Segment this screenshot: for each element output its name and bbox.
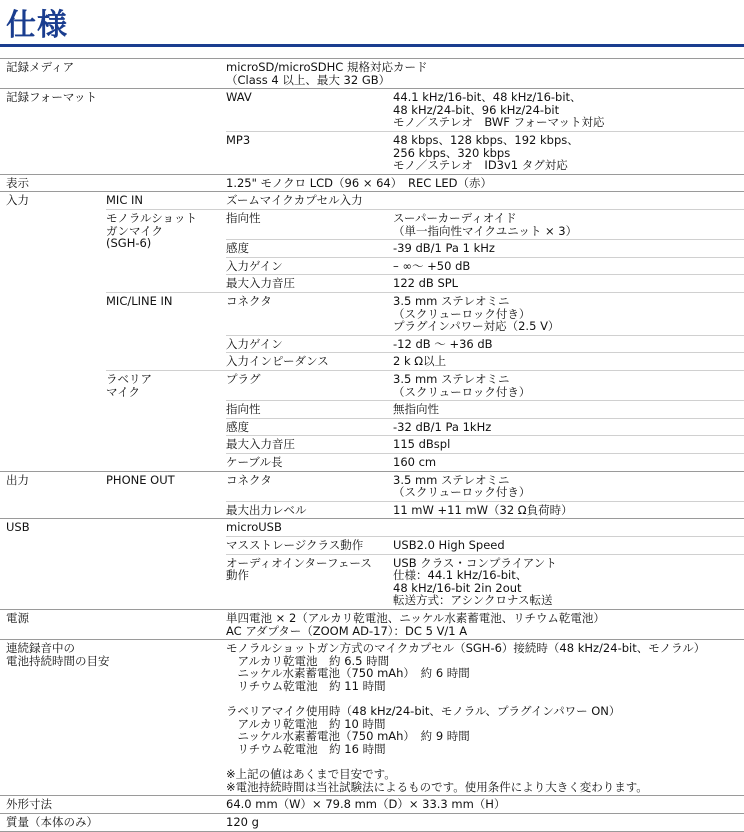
sub-divider — [226, 274, 744, 275]
spec-label: 外形寸法 — [6, 797, 52, 812]
spec-value: （スクリューロック付き） — [393, 306, 531, 321]
sub-divider — [226, 554, 744, 555]
spec-value: スーパーカーディオイド — [393, 211, 517, 225]
row-divider — [0, 813, 744, 814]
spec-label: 質量（本体のみ） — [6, 815, 98, 829]
sub-divider — [226, 131, 744, 132]
spec-value: モノ／ステレオ BWF フォーマット対応 — [393, 115, 605, 130]
spec-value: 115 dBspl — [393, 437, 451, 452]
row-divider — [0, 831, 744, 832]
spec-label: 連続録音中の — [6, 641, 75, 656]
sub-divider — [226, 536, 744, 537]
sub-divider — [226, 335, 744, 336]
spec-label: 記録フォーマット — [6, 90, 97, 105]
item-key: 最大出力レベル — [226, 502, 307, 517]
sub-label: (SGH-6) — [106, 236, 152, 251]
row-divider — [0, 795, 744, 796]
spec-value: （単一指向性マイクユニット × 3） — [393, 223, 578, 238]
row-divider — [0, 609, 744, 610]
sub-divider — [226, 257, 744, 258]
item-key: マスストレージクラス動作 — [226, 538, 364, 552]
row-divider — [0, 518, 744, 519]
sub-label: WAV — [226, 90, 252, 105]
spec-value: アルカリ乾電池 約 6.5 時間 — [226, 653, 390, 668]
item-key: 感度 — [226, 419, 249, 434]
sub-divider — [106, 370, 744, 371]
item-key: 最大入力音圧 — [226, 276, 295, 291]
item-key: ケーブル長 — [226, 455, 283, 469]
spec-value: 48 kbps、128 kbps、192 kbps、 — [393, 133, 579, 147]
spec-value: USB2.0 High Speed — [393, 538, 505, 552]
spec-value: USB クラス・コンプライアント — [393, 555, 557, 570]
sub-label: PHONE OUT — [106, 472, 175, 487]
item-key: 入力ゲイン — [226, 336, 283, 351]
sub-divider — [226, 400, 744, 401]
item-key: コネクタ — [226, 294, 272, 308]
spec-value: モノラルショットガン方式のマイクカプセル（SGH-6）接続時（48 kHz/24-bit、モノラル） — [226, 641, 706, 656]
item-key: コネクタ — [226, 472, 272, 487]
spec-value: アルカリ乾電池 約 10 時間 — [226, 716, 386, 731]
item-key: 最大入力音圧 — [226, 437, 295, 452]
item-key: 感度 — [226, 241, 249, 256]
item-key: 指向性 — [226, 402, 261, 417]
page-title: 仕様 — [6, 8, 68, 43]
spec-value: 無指向性 — [393, 402, 439, 417]
item-key: 入力ゲイン — [226, 258, 283, 273]
item-key: プラグ — [226, 372, 261, 386]
item-key: オーディオインターフェース — [226, 555, 372, 570]
sub-label: モノラルショット — [106, 211, 198, 225]
sub-label: ラベリア — [106, 372, 152, 386]
row-divider — [0, 191, 744, 192]
spec-value: 122 dB SPL — [393, 276, 459, 291]
item-key: 動作 — [226, 568, 249, 583]
spec-value: 160 cm — [393, 455, 437, 469]
sub-divider — [106, 209, 744, 210]
sub-divider — [106, 292, 744, 293]
spec-value: 48 kHz/24-bit、96 kHz/24-bit — [393, 102, 560, 117]
sub-divider — [226, 453, 744, 454]
sub-label: ガンマイク — [106, 223, 164, 238]
spec-label: USB — [6, 520, 30, 535]
spec-value: 3.5 mm ステレオミニ — [393, 372, 510, 386]
spec-value: 64.0 mm（W）× 79.8 mm（D）× 33.3 mm（H） — [226, 797, 506, 812]
spec-label: 表示 — [6, 175, 29, 190]
spec-value: 44.1 kHz/16-bit、48 kHz/16-bit、 — [393, 90, 582, 105]
spec-value: 1.25" モノクロ LCD（96 × 64） REC LED（赤） — [226, 175, 492, 190]
sub-label: マイク — [106, 384, 141, 399]
spec-value: （スクリューロック付き） — [393, 485, 531, 500]
spec-value: – ∞〜 +50 dB — [393, 258, 471, 273]
spec-label: 入力 — [6, 193, 29, 208]
sub-label: MIC IN — [106, 193, 143, 208]
spec-value: ※電池持続時間は当社試験法によるものです。使用条件により大きく変わります。 — [226, 779, 648, 794]
sub-label: MP3 — [226, 133, 251, 147]
spec-value: リチウム乾電池 約 16 時間 — [226, 742, 386, 756]
spec-label: 電池持続時間の目安 — [6, 653, 110, 668]
spec-value: 3.5 mm ステレオミニ — [393, 294, 510, 308]
spec-value: -39 dB/1 Pa 1 kHz — [393, 241, 495, 256]
spec-value: 仕様：44.1 kHz/16-bit、 — [393, 568, 528, 583]
row-divider — [0, 471, 744, 472]
spec-value: モノ／ステレオ ID3v1 タグ対応 — [393, 158, 568, 173]
row-divider — [0, 174, 744, 175]
sub-divider — [226, 435, 744, 436]
spec-value: microSD/microSDHC 規格対応カード — [226, 60, 428, 74]
item-key: 指向性 — [226, 211, 261, 225]
sub-divider — [226, 239, 744, 240]
spec-value: ラベリアマイク使用時（48 kHz/24-bit、モノラル、プラグインパワー ON） — [226, 704, 621, 719]
spec-value: -32 dB/1 Pa 1kHz — [393, 419, 492, 434]
spec-value: プラグインパワー対応（2.5 V） — [393, 319, 560, 334]
spec-value: ニッケル水素蓄電池（750 mAh） 約 9 時間 — [226, 729, 470, 744]
spec-value: AC アダプター（ZOOM AD-17）：DC 5 V/1 A — [226, 623, 468, 638]
spec-value: （Class 4 以上、最大 32 GB） — [226, 72, 391, 87]
sub-label: MIC/LINE IN — [106, 294, 173, 308]
sub-divider — [226, 501, 744, 502]
spec-value: ニッケル水素蓄電池（750 mAh） 約 6 時間 — [226, 666, 470, 681]
spec-label: 電源 — [6, 611, 29, 625]
spec-value: 48 kHz/16-bit 2in 2out — [393, 580, 522, 595]
spec-value: 2 k Ω以上 — [393, 354, 447, 369]
spec-value: microUSB — [226, 520, 282, 535]
spec-value: 120 g — [226, 815, 259, 829]
spec-label: 出力 — [6, 472, 29, 487]
spec-value: -12 dB 〜 +36 dB — [393, 336, 493, 351]
spec-value: （スクリューロック付き） — [393, 384, 531, 399]
sub-divider — [226, 352, 744, 353]
sub-divider — [226, 418, 744, 419]
row-divider — [0, 88, 744, 89]
title-rule — [0, 44, 744, 47]
spec-value: 単四電池 × 2（アルカリ乾電池、ニッケル水素蓄電池、リチウム乾電池） — [226, 611, 605, 625]
row-divider — [0, 639, 744, 640]
spec-value: リチウム乾電池 約 11 時間 — [226, 679, 386, 693]
spec-value: 256 kbps、320 kbps — [393, 145, 511, 160]
spec-value: 転送方式：アシンクロナス転送 — [393, 593, 553, 608]
spec-value: ズームマイクカプセル入力 — [226, 193, 363, 208]
item-key: 入力インピーダンス — [226, 354, 329, 369]
spec-value: 3.5 mm ステレオミニ — [393, 472, 510, 487]
spec-value: 11 mW +11 mW（32 Ω負荷時） — [393, 502, 573, 517]
row-divider — [0, 58, 744, 59]
spec-value: ※上記の値はあくまで目安です。 — [226, 767, 396, 782]
spec-label: 記録メディア — [6, 60, 75, 74]
